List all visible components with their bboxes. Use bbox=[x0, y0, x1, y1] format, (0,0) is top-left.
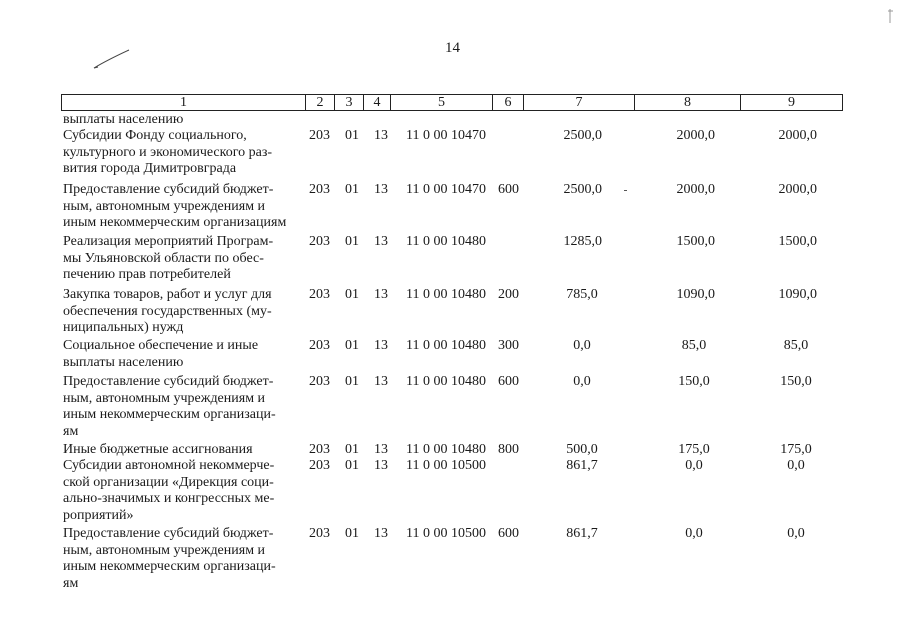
pen-stroke-mark bbox=[92, 48, 132, 72]
subsection-code: 13 bbox=[374, 234, 388, 249]
description-line: ально-значимых и конгрессных ме- bbox=[63, 491, 275, 507]
header-cell-2: 2 bbox=[306, 95, 335, 111]
section-code: 01 bbox=[345, 442, 359, 457]
row-description bbox=[63, 526, 300, 592]
header-cell-3: 3 bbox=[335, 95, 364, 111]
description-line: иным некоммерческим организаци- bbox=[63, 559, 276, 575]
row-description bbox=[63, 287, 300, 337]
amount-col-8: 1090,0 bbox=[676, 287, 715, 302]
expense-type-code: 200 bbox=[498, 287, 519, 302]
ved-code: 203 bbox=[309, 338, 330, 353]
header-row bbox=[62, 95, 843, 111]
amount-col-7: 0,0 bbox=[573, 374, 591, 389]
section-code: 01 bbox=[345, 458, 359, 473]
amount-col-8: 0,0 bbox=[685, 458, 703, 473]
amount-col-7: 785,0 bbox=[566, 287, 598, 302]
description-line: Социальное обеспечение и иные bbox=[63, 338, 259, 353]
section-code: 01 bbox=[345, 287, 359, 302]
subsection-code: 13 bbox=[374, 374, 388, 389]
target-article-code: 11 0 00 10500 bbox=[406, 458, 486, 473]
target-article-code: 11 0 00 10470 bbox=[406, 182, 486, 197]
section-code: 01 bbox=[345, 374, 359, 389]
subsection-code: 13 bbox=[374, 458, 388, 473]
description-line: Предоставление субсидий бюджет- bbox=[63, 526, 274, 541]
amount-col-7: 1285,0 bbox=[563, 234, 602, 249]
description-line: роприятий» bbox=[63, 507, 134, 523]
description-line: мы Ульяновской области по обес- bbox=[63, 250, 264, 266]
section-code: 01 bbox=[345, 526, 359, 541]
expense-type-code: 600 bbox=[498, 526, 519, 541]
row-description bbox=[63, 128, 300, 178]
description-line: ным, автономным учреждениям и bbox=[63, 542, 266, 558]
amount-col-7: 2500,0 bbox=[563, 182, 602, 197]
amount-col-9: 150,0 bbox=[780, 374, 812, 389]
amount-col-8: 0,0 bbox=[685, 526, 703, 541]
description-line: Предоставление субсидий бюджет- bbox=[63, 374, 274, 389]
ved-code: 203 bbox=[309, 128, 330, 143]
description-line: Предоставление субсидий бюджет- bbox=[63, 182, 274, 197]
expense-type-code: 600 bbox=[498, 182, 519, 197]
amount-col-8: 175,0 bbox=[678, 442, 710, 457]
amount-col-7: 0,0 bbox=[573, 338, 591, 353]
amount-col-7: 2500,0 bbox=[563, 128, 602, 143]
description-line: Субсидии Фонду социального, bbox=[63, 128, 247, 143]
description-line: печению прав потребителей bbox=[63, 267, 231, 283]
ved-code: 203 bbox=[309, 182, 330, 197]
header-cell-4: 4 bbox=[364, 95, 391, 111]
description-line: Иные бюджетные ассигнования bbox=[63, 442, 253, 457]
header-cell-8: 8 bbox=[635, 95, 741, 111]
amount-col-8: 150,0 bbox=[678, 374, 710, 389]
amount-col-8: 2000,0 bbox=[676, 182, 715, 197]
target-article-code: 11 0 00 10480 bbox=[406, 374, 486, 389]
amount-col-9: 85,0 bbox=[783, 338, 809, 353]
target-article-code: 11 0 00 10500 bbox=[406, 526, 486, 541]
ved-code: 203 bbox=[309, 287, 330, 302]
amount-col-8: 1500,0 bbox=[676, 234, 715, 249]
ved-code: 203 bbox=[309, 458, 330, 473]
scan-speck bbox=[624, 190, 627, 191]
description-line: Реализация мероприятий Програм- bbox=[63, 234, 274, 249]
header-cell-6: 6 bbox=[493, 95, 524, 111]
subsection-code: 13 bbox=[374, 442, 388, 457]
header-cell-1: 1 bbox=[62, 95, 306, 111]
row-description bbox=[63, 458, 300, 524]
description-line: Субсидии автономной некоммерче- bbox=[63, 458, 275, 473]
description-line: обеспечения государственных (му- bbox=[63, 303, 272, 319]
amount-col-9: 0,0 bbox=[787, 458, 805, 473]
subsection-code: 13 bbox=[374, 287, 388, 302]
subsection-code: 13 bbox=[374, 526, 388, 541]
subsection-code: 13 bbox=[374, 182, 388, 197]
amount-col-8: 85,0 bbox=[681, 338, 707, 353]
section-code: 01 bbox=[345, 128, 359, 143]
row-description bbox=[63, 182, 300, 232]
description-line: вития города Димитровграда bbox=[63, 161, 237, 177]
amount-col-9: 2000,0 bbox=[778, 182, 817, 197]
description-line: культурного и экономического раз- bbox=[63, 144, 273, 160]
target-article-code: 11 0 00 10480 bbox=[406, 287, 486, 302]
description-line: ской организации «Дирекция соци- bbox=[63, 474, 274, 490]
description-line: иным некоммерческим организациям bbox=[63, 215, 287, 231]
ved-code: 203 bbox=[309, 234, 330, 249]
expense-type-code: 600 bbox=[498, 374, 519, 389]
row-description bbox=[63, 442, 300, 459]
amount-col-7: 500,0 bbox=[566, 442, 598, 457]
corner-scan-mark bbox=[886, 8, 896, 24]
column-header-table bbox=[61, 94, 843, 111]
expense-type-code: 300 bbox=[498, 338, 519, 353]
amount-col-9: 1500,0 bbox=[778, 234, 817, 249]
description-line: ным, автономным учреждениям и bbox=[63, 390, 266, 406]
row-description bbox=[63, 234, 300, 284]
amount-col-9: 1090,0 bbox=[778, 287, 817, 302]
row-description bbox=[63, 112, 300, 129]
expense-type-code: 800 bbox=[498, 442, 519, 457]
ved-code: 203 bbox=[309, 442, 330, 457]
header-cell-5: 5 bbox=[391, 95, 493, 111]
amount-col-9: 2000,0 bbox=[778, 128, 817, 143]
amount-col-7: 861,7 bbox=[566, 458, 598, 473]
subsection-code: 13 bbox=[374, 338, 388, 353]
description-line: выплаты населению bbox=[63, 354, 184, 370]
amount-col-8: 2000,0 bbox=[676, 128, 715, 143]
description-line: ниципальных) нужд bbox=[63, 320, 184, 336]
description-line: Закупка товаров, работ и услуг для bbox=[63, 287, 272, 302]
section-code: 01 bbox=[345, 338, 359, 353]
target-article-code: 11 0 00 10480 bbox=[406, 234, 486, 249]
amount-col-9: 175,0 bbox=[780, 442, 812, 457]
description-line: выплаты населению bbox=[63, 112, 184, 127]
amount-col-7: 861,7 bbox=[566, 526, 598, 541]
amount-col-9: 0,0 bbox=[787, 526, 805, 541]
target-article-code: 11 0 00 10480 bbox=[406, 442, 486, 457]
row-description bbox=[63, 374, 300, 440]
ved-code: 203 bbox=[309, 374, 330, 389]
section-code: 01 bbox=[345, 234, 359, 249]
subsection-code: 13 bbox=[374, 128, 388, 143]
target-article-code: 11 0 00 10480 bbox=[406, 338, 486, 353]
row-description bbox=[63, 338, 300, 371]
description-line: иным некоммерческим организаци- bbox=[63, 407, 276, 423]
page-number: 14 bbox=[445, 40, 460, 56]
description-line: ям bbox=[63, 575, 79, 591]
target-article-code: 11 0 00 10470 bbox=[406, 128, 486, 143]
description-line: ям bbox=[63, 423, 79, 439]
header-cell-7: 7 bbox=[524, 95, 635, 111]
description-line: ным, автономным учреждениям и bbox=[63, 198, 266, 214]
section-code: 01 bbox=[345, 182, 359, 197]
header-cell-9: 9 bbox=[741, 95, 843, 111]
ved-code: 203 bbox=[309, 526, 330, 541]
